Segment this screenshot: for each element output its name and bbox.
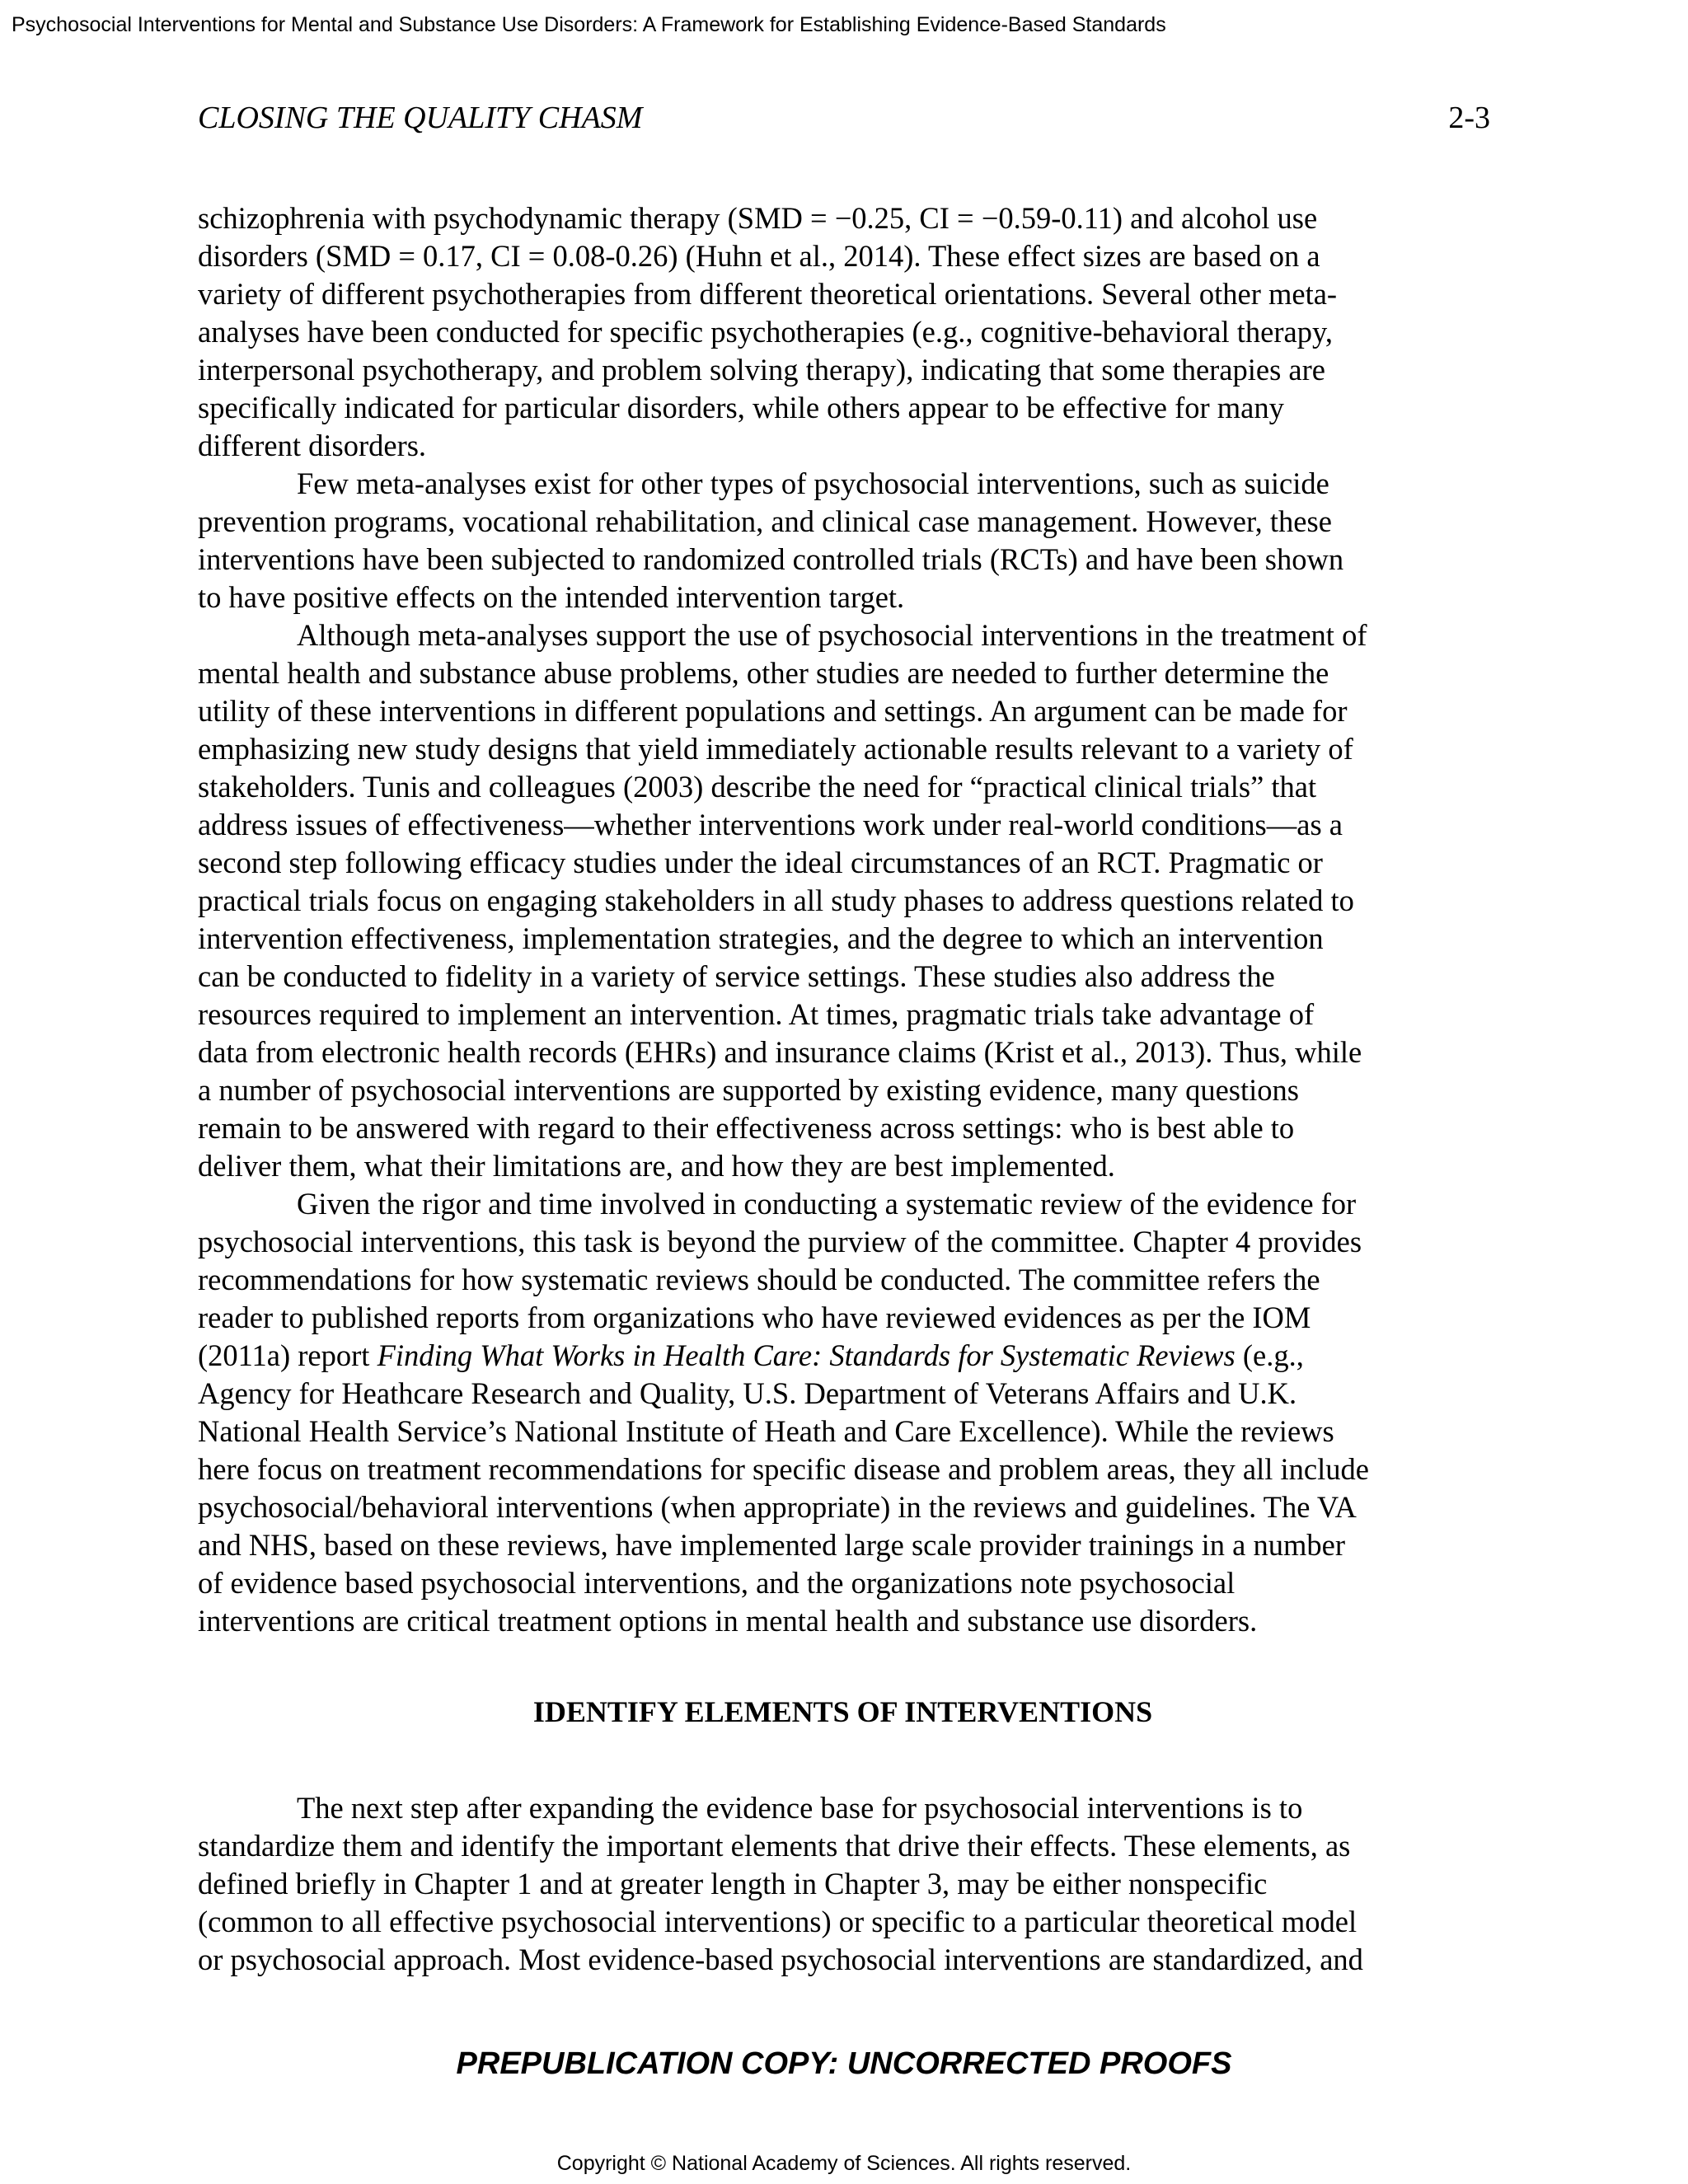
section-heading: IDENTIFY ELEMENTS OF INTERVENTIONS bbox=[532, 1695, 1153, 1728]
text-line: reader to published reports from organizations who have reviewed evidences as per the IOM bbox=[198, 1301, 1311, 1334]
text-line: of evidence based psychosocial interventions, and the organizations note psychosocial bbox=[198, 1566, 1236, 1600]
body-text-before-heading bbox=[198, 199, 1488, 1640]
text-line: National Health Service’s National Institute of Heath and Care Excellence). While the reviews bbox=[198, 1414, 1334, 1448]
text-line: remain to be answered with regard to their effectiveness across settings: who is best able to bbox=[198, 1111, 1295, 1145]
text-line: different disorders. bbox=[198, 429, 427, 462]
text-line: The next step after expanding the evidence base for psychosocial interventions is to bbox=[297, 1791, 1303, 1825]
paragraph-1 bbox=[198, 199, 1488, 465]
text-line: psychosocial interventions, this task is beyond the purview of the committee. Chapter 4 provides bbox=[198, 1225, 1362, 1258]
text-line: specifically indicated for particular disorders, while others appear to be effective for many bbox=[198, 391, 1284, 424]
document-banner-title: Psychosocial Interventions for Mental and Substance Use Disorders: A Framework for Establishing Evidence-Based Standards bbox=[12, 13, 1166, 36]
text-line: recommendations for how systematic reviews should be conducted. The committee refers the bbox=[198, 1263, 1320, 1296]
paragraph-5 bbox=[198, 1789, 1488, 1979]
text-line: to have positive effects on the intended intervention target. bbox=[198, 580, 905, 614]
prepublication-watermark: PREPUBLICATION COPY: UNCORRECTED PROOFS bbox=[456, 2046, 1232, 2081]
text-line: interventions have been subjected to randomized controlled trials (RCTs) and have been shown bbox=[198, 542, 1344, 576]
text-fragment: (e.g., bbox=[1235, 1338, 1304, 1372]
text-line-with-report-title bbox=[198, 1337, 1488, 1375]
text-line: here focus on treatment recommendations for specific disease and problem areas, they all include bbox=[198, 1452, 1369, 1486]
text-line: analyses have been conducted for specific psychotherapies (e.g., cognitive-behavioral therapy, bbox=[198, 315, 1333, 349]
text-line: psychosocial/behavioral interventions (when appropriate) in the reviews and guidelines. The VA bbox=[198, 1490, 1357, 1524]
paragraph-4 bbox=[198, 1185, 1488, 1640]
text-line: can be conducted to fidelity in a variety of service settings. These studies also address the bbox=[198, 959, 1275, 993]
text-line: Few meta-analyses exist for other types of psychosocial interventions, such as suicide bbox=[297, 466, 1329, 500]
paragraph-3 bbox=[198, 616, 1488, 1185]
chapter-title: CLOSING THE QUALITY CHASM bbox=[198, 101, 643, 135]
text-line: emphasizing new study designs that yield immediately actionable results relevant to a variety of bbox=[198, 732, 1353, 766]
text-line: practical trials focus on engaging stakeholders in all study phases to address questions related to bbox=[198, 883, 1354, 917]
text-line: utility of these interventions in different populations and settings. An argument can be made for bbox=[198, 694, 1348, 728]
body-text-after-heading bbox=[198, 1789, 1488, 1979]
text-line: prevention programs, vocational rehabilitation, and clinical case management. However, these bbox=[198, 504, 1332, 538]
text-line: disorders (SMD = 0.17, CI = 0.08-0.26) (Huhn et al., 2014). These effect sizes are based on a bbox=[198, 239, 1320, 273]
text-line: (common to all effective psychosocial interventions) or specific to a particular theoretical model bbox=[198, 1905, 1357, 1938]
text-line: mental health and substance abuse problems, other studies are needed to further determine the bbox=[198, 656, 1329, 690]
paragraph-2 bbox=[198, 465, 1488, 616]
text-line: or psychosocial approach. Most evidence-based psychosocial interventions are standardized, and bbox=[198, 1943, 1363, 1976]
text-line: and NHS, based on these reviews, have implemented large scale provider trainings in a number bbox=[198, 1528, 1345, 1562]
text-line: variety of different psychotherapies from different theoretical orientations. Several other meta- bbox=[198, 277, 1338, 311]
page-number: 2-3 bbox=[1448, 101, 1490, 135]
text-line: resources required to implement an intervention. At times, pragmatic trials take advantage of bbox=[198, 997, 1315, 1031]
copyright-notice: Copyright © National Academy of Sciences. All rights reserved. bbox=[556, 2152, 1132, 2175]
text-line: address issues of effectiveness—whether interventions work under real-world conditions—as a bbox=[198, 808, 1343, 841]
text-line: intervention effectiveness, implementation strategies, and the degree to which an intervention bbox=[198, 921, 1324, 955]
text-line: interventions are critical treatment options in mental health and substance use disorders. bbox=[198, 1604, 1258, 1638]
text-line: Agency for Heathcare Research and Quality, U.S. Department of Veterans Affairs and U.K. bbox=[198, 1376, 1297, 1410]
text-line: deliver them, what their limitations are, and how they are best implemented. bbox=[198, 1149, 1115, 1183]
text-line: second step following efficacy studies under the ideal circumstances of an RCT. Pragmatic or bbox=[198, 846, 1323, 879]
running-header bbox=[198, 97, 1490, 138]
text-line: standardize them and identify the important elements that drive their effects. These elements, as bbox=[198, 1829, 1351, 1863]
text-line: data from electronic health records (EHRs) and insurance claims (Krist et al., 2013). Thus, while bbox=[198, 1035, 1362, 1069]
text-fragment: (2011a) report bbox=[198, 1338, 377, 1372]
text-line: defined briefly in Chapter 1 and at greater length in Chapter 3, may be either nonspecific bbox=[198, 1867, 1268, 1900]
text-line: Given the rigor and time involved in conducting a systematic review of the evidence for bbox=[297, 1187, 1357, 1221]
text-line: interpersonal psychotherapy, and problem solving therapy), indicating that some therapies are bbox=[198, 353, 1325, 387]
text-line: schizophrenia with psychodynamic therapy (SMD = −0.25, CI = −0.59-0.11) and alcohol use bbox=[198, 201, 1318, 235]
text-line: a number of psychosocial interventions are supported by existing evidence, many questions bbox=[198, 1073, 1299, 1107]
text-line: Although meta-analyses support the use of psychosocial interventions in the treatment of bbox=[297, 618, 1367, 652]
report-title: Finding What Works in Health Care: Standards for Systematic Reviews bbox=[377, 1338, 1236, 1372]
text-line: stakeholders. Tunis and colleagues (2003) describe the need for “practical clinical trials” that bbox=[198, 770, 1317, 804]
